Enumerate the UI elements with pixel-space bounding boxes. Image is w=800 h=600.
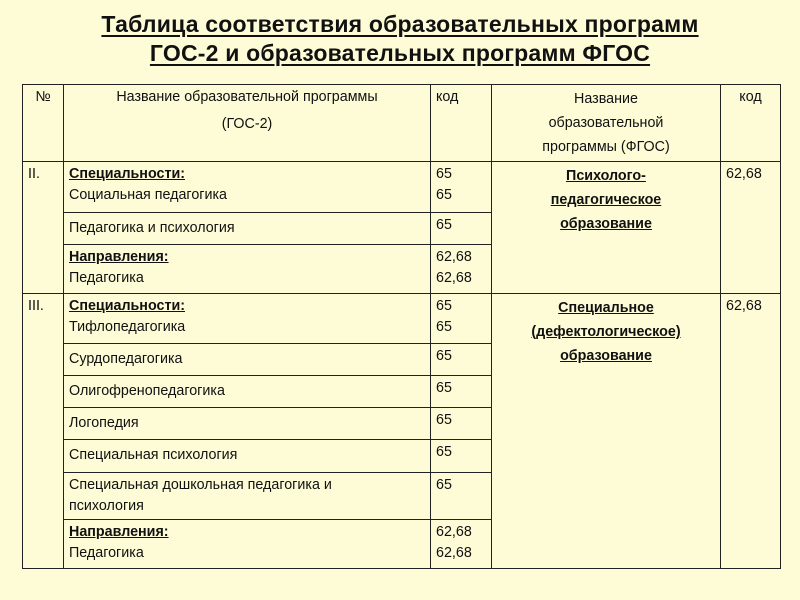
- correspondence-table: [22, 84, 781, 569]
- page-title: [0, 10, 800, 68]
- program-name: Олигофренопедагогика: [64, 376, 431, 408]
- header-num: №: [23, 85, 64, 162]
- fgos-program-line: педагогическое: [550, 192, 662, 208]
- code-cell: 65: [431, 440, 492, 473]
- fgos-program-line: Специальное: [558, 300, 654, 316]
- header-row: [23, 85, 781, 162]
- header-program: [64, 85, 431, 162]
- code-cell: [431, 162, 492, 213]
- header-program-line-1: Название образовательной программы: [116, 89, 378, 105]
- table-row: [23, 162, 781, 213]
- code-cell: [431, 520, 492, 569]
- program-name-line: Специальная дошкольная педагогика и: [69, 477, 332, 493]
- header-fgos-line-1: Название: [574, 91, 638, 107]
- header-fgos-code: код: [721, 85, 781, 162]
- code-value: 65: [436, 319, 452, 335]
- code-value: 62,68: [436, 249, 472, 265]
- group-number: II.: [23, 162, 64, 294]
- code-value: 62,68: [436, 270, 472, 286]
- table-row: [23, 294, 781, 344]
- program-cell: [64, 245, 431, 294]
- fgos-program-line: образование: [560, 216, 652, 232]
- code-value: 62,68: [436, 545, 472, 561]
- program-name-line: психология: [69, 498, 144, 514]
- code-value: 65: [436, 166, 452, 182]
- program-name: Педагогика и психология: [64, 213, 431, 245]
- code-cell: 65: [431, 213, 492, 245]
- fgos-program-line: Психолого-: [566, 168, 646, 184]
- program-name: Тифлопедагогика: [69, 319, 186, 335]
- program-name: Специальная психология: [64, 440, 431, 473]
- code-value: 65: [436, 298, 452, 314]
- fgos-program-cell: [492, 162, 721, 294]
- fgos-program-line: (дефектологическое): [531, 324, 681, 340]
- title-line-1: Таблица соответствия образовательных программ: [101, 11, 699, 37]
- header-fgos-line-2: образовательной: [548, 115, 664, 131]
- code-cell: [431, 245, 492, 294]
- program-name: Социальная педагогика: [69, 187, 227, 203]
- program-name: Педагогика: [69, 545, 144, 561]
- code-value: 62,68: [436, 524, 472, 540]
- program-cell: [64, 473, 431, 520]
- program-name: Сурдопедагогика: [64, 344, 431, 376]
- group-number: III.: [23, 294, 64, 569]
- specialties-label: Специальности:: [69, 166, 185, 182]
- program-name: Логопедия: [64, 408, 431, 440]
- directions-label: Направления:: [69, 524, 169, 540]
- specialties-label: Специальности:: [69, 298, 185, 314]
- code-cell: 65: [431, 376, 492, 408]
- program-cell: [64, 520, 431, 569]
- code-cell: 65: [431, 344, 492, 376]
- header-code: код: [431, 85, 492, 162]
- fgos-program-cell: [492, 294, 721, 569]
- code-cell: 65: [431, 473, 492, 520]
- program-cell: [64, 162, 431, 213]
- code-value: 65: [436, 187, 452, 203]
- program-name: Педагогика: [69, 270, 144, 286]
- directions-label: Направления:: [69, 249, 169, 265]
- header-program-line-2: (ГОС-2): [221, 116, 273, 132]
- code-cell: [431, 294, 492, 344]
- fgos-code-cell: 62,68: [721, 294, 781, 569]
- header-fgos-program: [492, 85, 721, 162]
- program-cell: [64, 294, 431, 344]
- fgos-program-line: образование: [560, 348, 652, 364]
- title-line-2: ГОС-2 и образовательных программ ФГОС: [149, 40, 651, 66]
- fgos-code-cell: 62,68: [721, 162, 781, 294]
- code-cell: 65: [431, 408, 492, 440]
- header-fgos-line-3: программы (ФГОС): [542, 139, 670, 155]
